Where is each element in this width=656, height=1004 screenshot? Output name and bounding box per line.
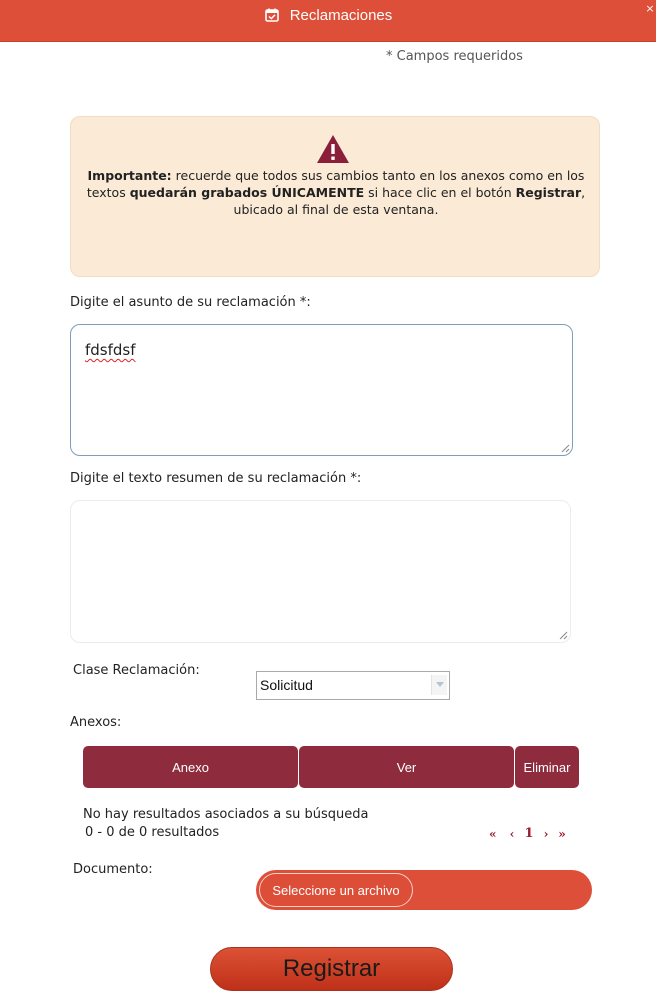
warning-emphasis: quedarán grabados ÚNICAMENTE bbox=[129, 185, 365, 200]
summary-label: Digite el texto resumen de su reclamación *: bbox=[70, 471, 362, 486]
chevron-down-icon[interactable] bbox=[431, 675, 447, 695]
required-fields-note: * Campos requeridos bbox=[386, 49, 523, 64]
subject-label: Digite el asunto de su reclamación *: bbox=[70, 295, 311, 310]
warning-triangle-icon bbox=[316, 134, 350, 164]
claim-class-select[interactable] bbox=[256, 671, 450, 700]
warning-text-4: si hace clic en el botón bbox=[364, 185, 516, 200]
resize-grip-icon[interactable] bbox=[559, 631, 568, 640]
subject-value: fdsfdsf bbox=[85, 341, 136, 359]
next-page-icon[interactable]: › bbox=[543, 826, 549, 841]
calendar-check-icon bbox=[264, 7, 280, 23]
results-count: 0 - 0 de 0 resultados bbox=[85, 825, 220, 840]
select-file-button[interactable]: Seleccione un archivo bbox=[259, 873, 413, 907]
title-bar bbox=[0, 0, 656, 42]
warning-text bbox=[83, 167, 589, 218]
claim-class-value: Solicitud bbox=[260, 677, 313, 693]
warning-text-2: recuerde que todos sus cambios tanto en los anexos como en los textos bbox=[86, 168, 585, 200]
ver-button[interactable]: Ver bbox=[299, 746, 514, 788]
anexo-button[interactable]: Anexo bbox=[83, 746, 298, 788]
summary-textarea[interactable] bbox=[70, 500, 571, 643]
no-results-text: No hay resultados asociados a su búsqueda bbox=[83, 807, 369, 822]
warning-text-6: , ubicado al final de esta ventana. bbox=[233, 185, 586, 217]
close-icon[interactable]: × bbox=[645, 2, 655, 15]
current-page[interactable]: 1 bbox=[524, 826, 534, 841]
subject-textarea[interactable] bbox=[70, 324, 573, 456]
pagination bbox=[489, 826, 571, 841]
warning-important: Importante: bbox=[87, 168, 172, 183]
title-wrap bbox=[0, 0, 656, 30]
eliminar-button[interactable]: Eliminar bbox=[515, 746, 579, 788]
annexes-label: Anexos: bbox=[70, 715, 122, 730]
warning-box bbox=[70, 116, 600, 277]
first-page-icon[interactable]: « bbox=[489, 826, 497, 841]
file-upload-field[interactable] bbox=[256, 870, 592, 910]
prev-page-icon[interactable]: ‹ bbox=[509, 826, 515, 841]
resize-grip-icon[interactable] bbox=[561, 444, 570, 453]
last-page-icon[interactable]: » bbox=[558, 826, 566, 841]
window-title: Reclamaciones bbox=[289, 6, 393, 24]
claim-class-label: Clase Reclamación: bbox=[73, 663, 200, 678]
register-button[interactable]: Registrar bbox=[210, 947, 453, 991]
warning-register-word: Registrar bbox=[515, 185, 582, 200]
document-label: Documento: bbox=[73, 862, 153, 877]
